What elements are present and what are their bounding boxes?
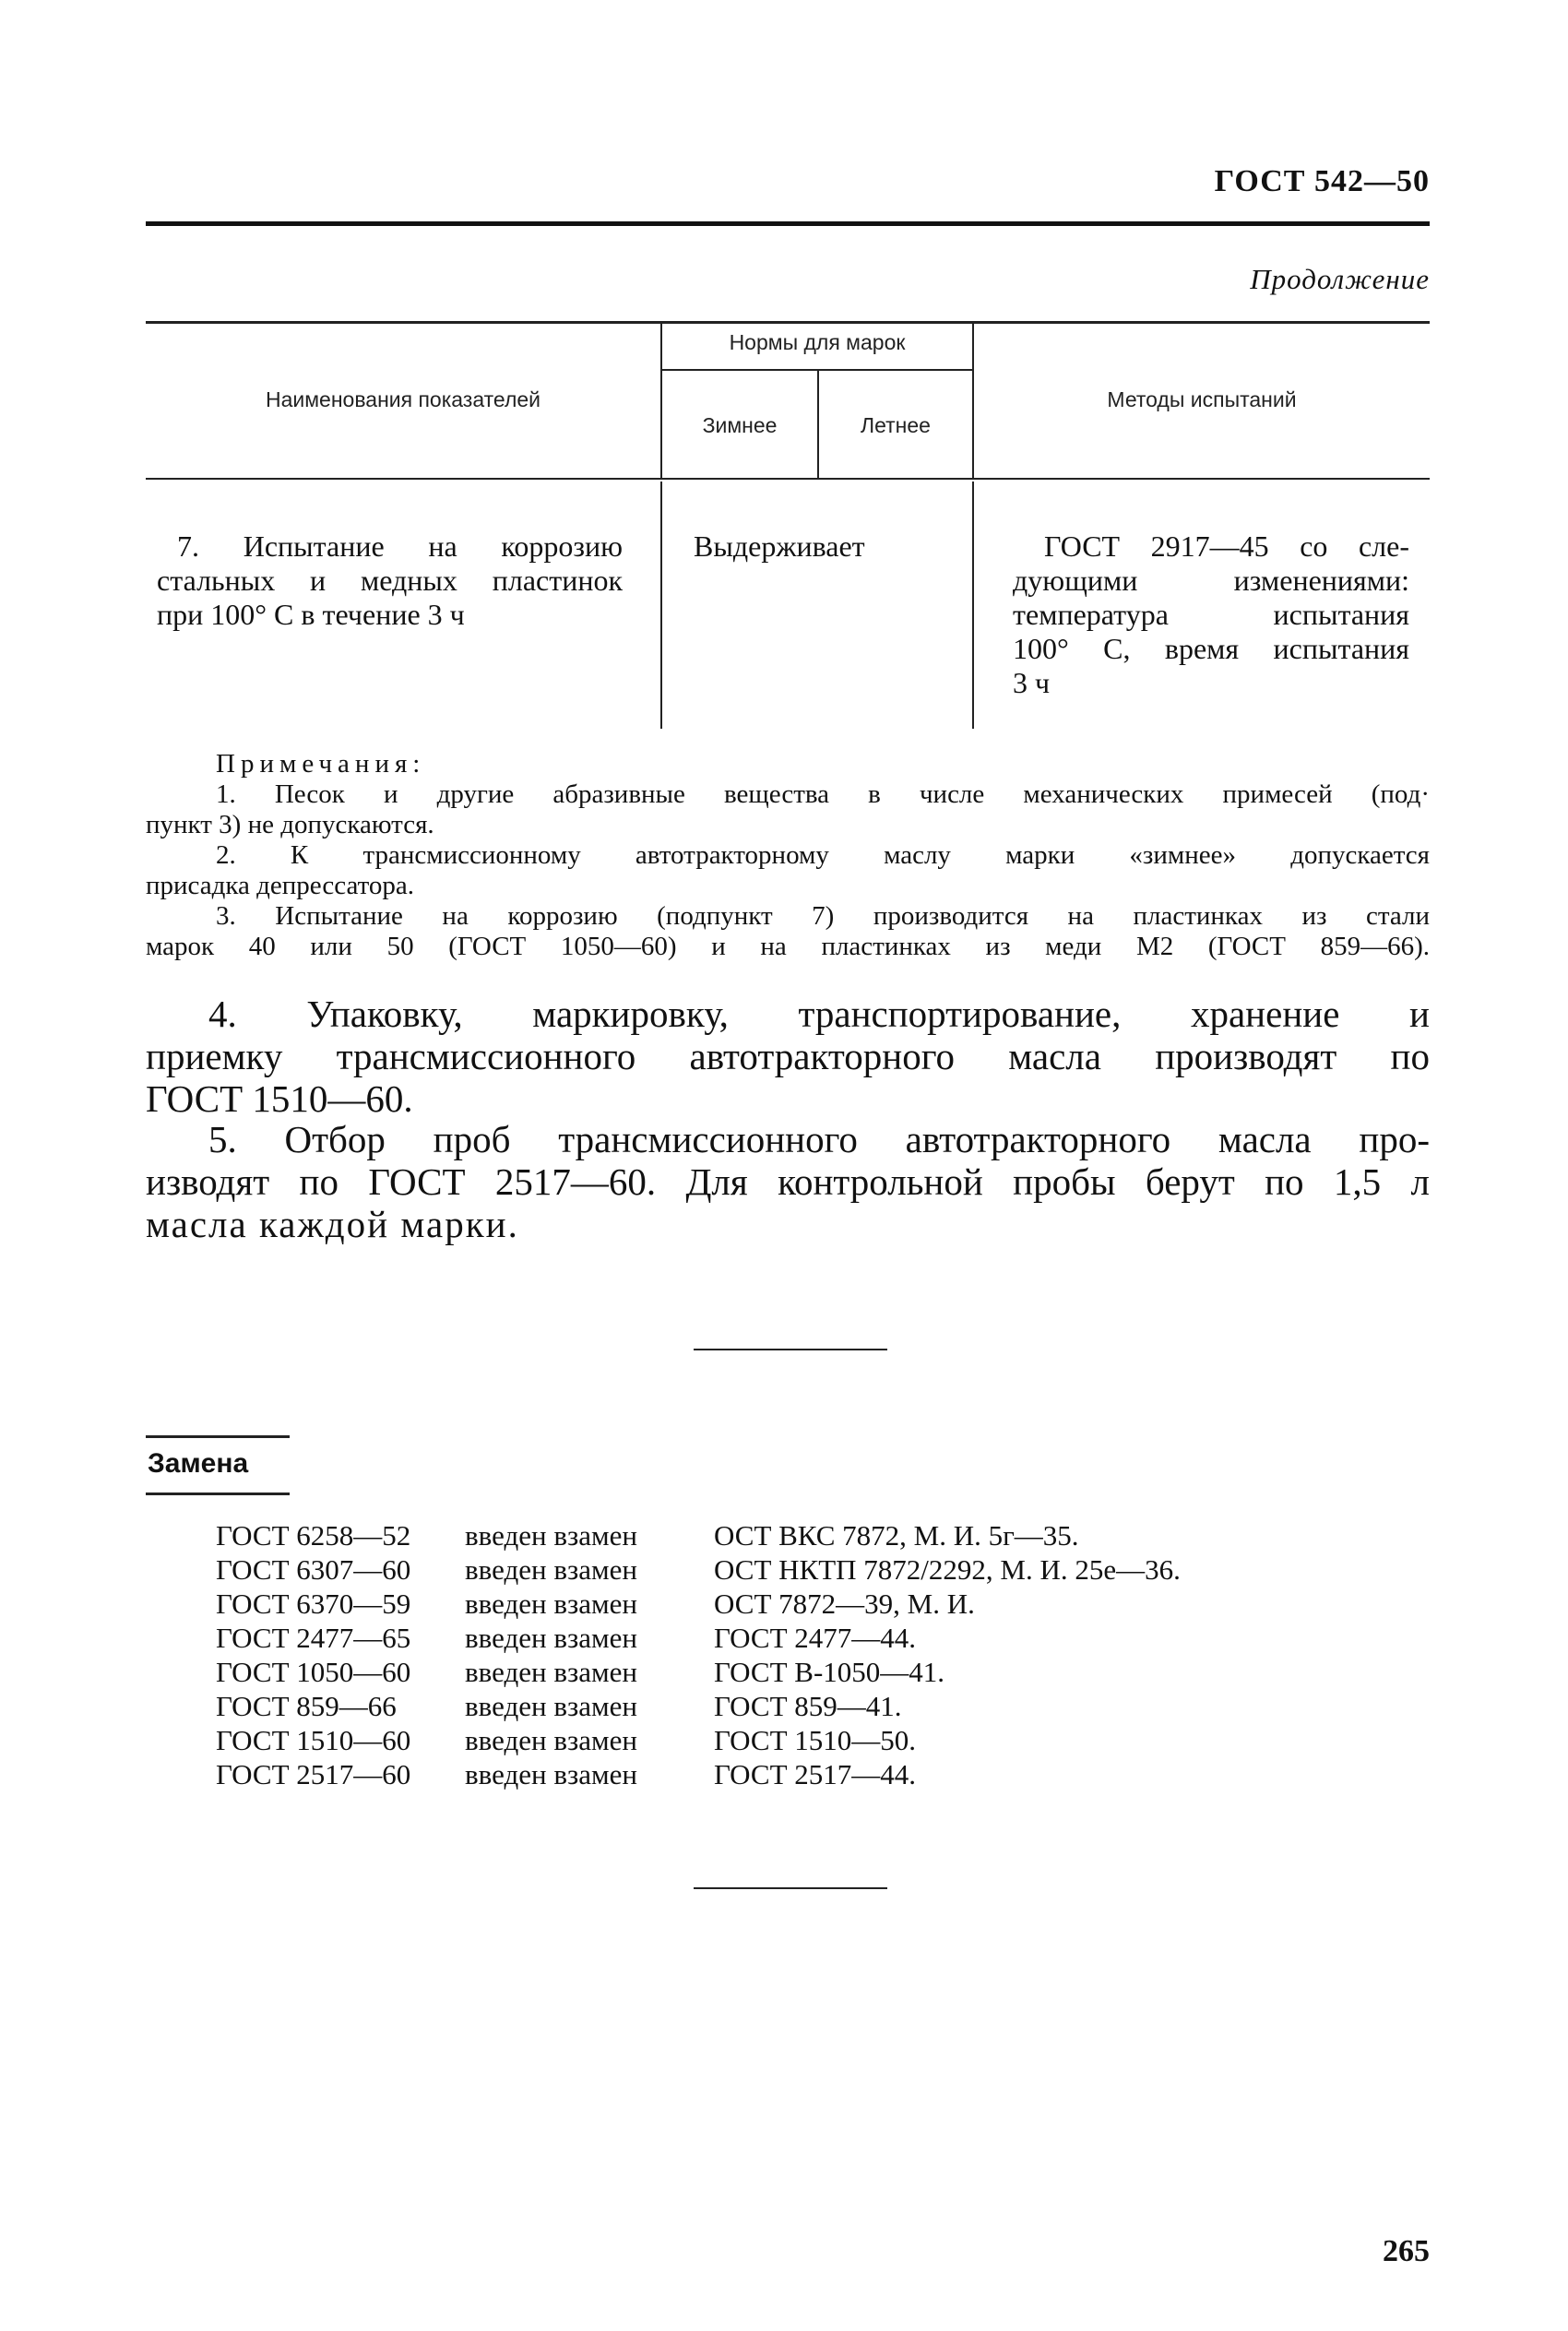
new-standard: ГОСТ 6258—52 — [216, 1519, 411, 1552]
page-number: 265 — [1383, 2234, 1430, 2268]
new-standard: ГОСТ 1050—60 — [216, 1656, 411, 1688]
new-standard: ГОСТ 2477—65 — [216, 1622, 411, 1654]
zamena-title: Замена — [148, 1448, 249, 1479]
replaced-phrase: введен взамен — [465, 1588, 637, 1620]
paragraph-line: приемку трансмиссионного автотракторного масла производят по — [146, 1035, 1430, 1077]
old-standard: ГОСТ 2477—44. — [714, 1622, 917, 1654]
replacement-row — [216, 1655, 1323, 1689]
replacement-row — [216, 1518, 1323, 1552]
new-standard: ГОСТ 859—66 — [216, 1690, 397, 1722]
new-standard: ГОСТ 6307—60 — [216, 1553, 411, 1586]
replaced-phrase: введен взамен — [465, 1758, 637, 1790]
old-standard: ОСТ НКТП 7872/2292, М. И. 25е—36. — [714, 1553, 1181, 1586]
zamena-top-rule — [146, 1435, 290, 1438]
paragraph-line: 5. Отбор проб трансмиссионного автотракторного масла про- — [208, 1118, 1430, 1160]
note-line: присадка депрессатора. — [146, 871, 415, 900]
new-standard: ГОСТ 1510—60 — [216, 1724, 411, 1756]
section-divider — [694, 1349, 887, 1350]
norm-value: Выдерживает — [694, 529, 865, 563]
new-standard: ГОСТ 2517—60 — [216, 1758, 411, 1790]
header-methods: Методы испытаний — [1107, 387, 1297, 411]
paragraph-line: ГОСТ 1510—60. — [146, 1077, 413, 1120]
indicator-line: при 100° С в течение 3 ч — [157, 598, 465, 631]
old-standard: ГОСТ 2517—44. — [714, 1758, 917, 1790]
old-standard: ГОСТ В-1050—41. — [714, 1656, 945, 1688]
paragraph-line: 4. Упаковку, маркировку, транспортирование, хранение и — [208, 993, 1430, 1035]
method-line: ГОСТ 2917—45 со сле- — [1044, 529, 1409, 563]
replaced-phrase: введен взамен — [465, 1519, 637, 1552]
indicator-line: 7. Испытание на коррозию — [177, 529, 623, 563]
zamena-bottom-rule — [146, 1493, 290, 1495]
paragraph-sampling — [146, 1118, 1430, 1245]
indicator-line: стальных и медных пластинок — [157, 564, 623, 597]
note-line: 1. Песок и другие абразивные вещества в числе механических примесей (под· — [216, 779, 1430, 809]
paragraph-line: масла каждой марки. — [146, 1203, 519, 1245]
paragraph-packaging — [146, 993, 1430, 1120]
replacement-row — [216, 1689, 1323, 1723]
note-line: 3. Испытание на коррозию (подпункт 7) производится на пластинках из стали — [216, 901, 1430, 931]
replacement-row — [216, 1552, 1323, 1587]
replaced-phrase: введен взамен — [465, 1553, 637, 1586]
method-line: дующими изменениями: — [1013, 564, 1409, 597]
header-winter: Зимнее — [702, 413, 778, 437]
replacement-row — [216, 1757, 1323, 1791]
note-line: марок 40 или 50 (ГОСТ 1050—60) и на пластинках из меди М2 (ГОСТ 859—66). — [146, 932, 1430, 961]
replacement-list — [216, 1518, 1323, 1791]
indicator-cell — [157, 529, 623, 632]
end-divider — [694, 1887, 887, 1889]
table-top-rule — [146, 321, 1430, 324]
continuation-label: Продолжение — [1250, 263, 1430, 295]
old-standard: ОСТ 7872—39, М. И. — [714, 1588, 975, 1620]
old-standard: ГОСТ 859—41. — [714, 1690, 902, 1722]
replaced-phrase: введен взамен — [465, 1622, 637, 1654]
header-indicator: Наименования показателей — [265, 387, 541, 411]
document-code: ГОСТ 542—50 — [1214, 164, 1430, 198]
replaced-phrase: введен взамен — [465, 1656, 637, 1688]
replaced-phrase: введен взамен — [465, 1724, 637, 1756]
replaced-phrase: введен взамен — [465, 1690, 637, 1722]
replacement-row — [216, 1621, 1323, 1655]
method-line: 100° С, время испытания — [1013, 632, 1409, 665]
method-line: температура испытания — [1013, 598, 1409, 631]
table-header-rule — [146, 478, 1430, 480]
old-standard: ОСТ ВКС 7872, М. И. 5г—35. — [714, 1519, 1079, 1552]
header-rule — [146, 221, 1430, 226]
replacement-row — [216, 1723, 1323, 1757]
paragraph-line: изводят по ГОСТ 2517—60. Для контрольной пробы берут по 1,5 л — [146, 1160, 1430, 1203]
body-divider-left — [660, 482, 662, 729]
replacement-row — [216, 1587, 1323, 1621]
old-standard: ГОСТ 1510—50. — [714, 1724, 917, 1756]
method-cell — [1013, 529, 1409, 700]
method-line: 3 ч — [1013, 666, 1051, 699]
header-summer: Летнее — [861, 413, 931, 437]
note-line: 2. К трансмиссионному автотракторному маслу марки «зимнее» допускается — [216, 840, 1430, 870]
new-standard: ГОСТ 6370—59 — [216, 1588, 411, 1620]
notes-block — [146, 749, 1430, 962]
body-divider-right — [972, 482, 974, 729]
note-line: пункт 3) не допускаются. — [146, 810, 434, 839]
notes-title: Примечания: — [216, 749, 426, 779]
header-norms: Нормы для марок — [729, 330, 906, 354]
